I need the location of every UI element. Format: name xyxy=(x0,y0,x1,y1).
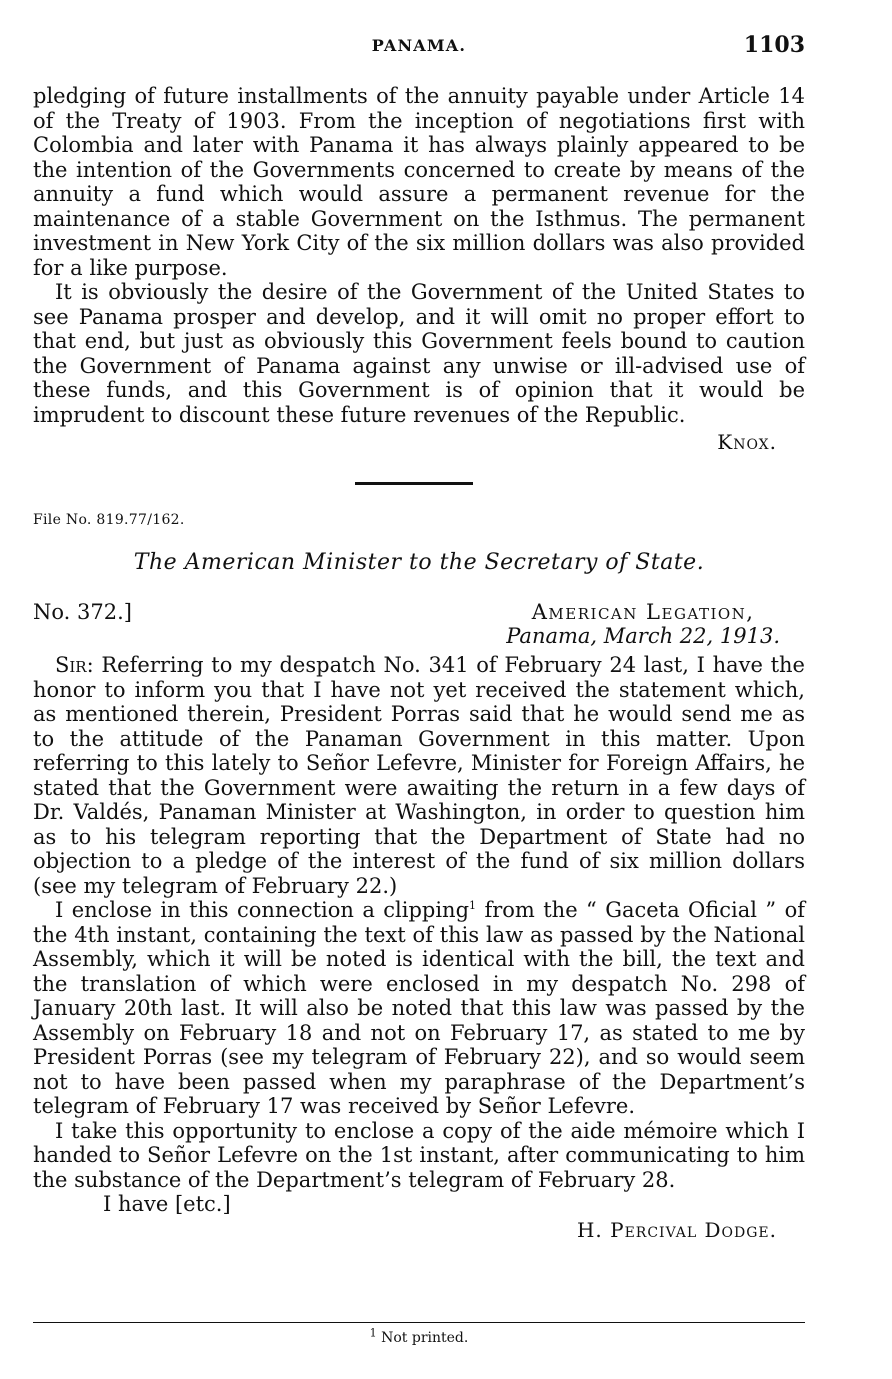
paragraph: It is obviously the desire of the Government of the United States to see Panama prosper and develop, and it will omit no proper effort to that end, but just as obviously this Government feels bound to caution the Government of Panama against any unwise or ill-advised use of these funds, and this Government is of opinion that it would be imprudent to discount these future revenues of the Republic. xyxy=(33,280,805,427)
signature-dodge: H. Percival Dodge. xyxy=(576,1218,777,1242)
despatch-place-date xyxy=(506,600,780,648)
place-date: Panama, March 22, 1913. xyxy=(506,624,780,648)
despatch-header xyxy=(33,600,805,652)
paragraph-text: Referring to my despatch No. 341 of February 24 last, I have the honor to inform you that I have not yet received the statement which, as mentioned therein, President Porras said that he would send me as to the attitude of the Panaman Government in this matter. Upon referring to this lately to Señor Lefevre, Minister for Foreign Affairs, he stated that the Government were awaiting the return in a few days of Dr. Valdés, Panaman Minister at Washington, in order to question him as to his telegram reporting that the Department of State had no objection to a pledge of the interest of the fund of six million dollars (see my telegram of February 22.) xyxy=(33,653,805,898)
section-divider xyxy=(355,482,473,485)
legation-name: American Legation, xyxy=(531,600,755,624)
closing: I have [etc.] xyxy=(103,1192,231,1216)
page-number: 1103 xyxy=(743,32,805,58)
footnote-reference: 1 xyxy=(469,899,477,912)
document-title: The American Minister to the Secretary of State. xyxy=(133,550,705,575)
footnote-mark: 1 xyxy=(369,1326,377,1340)
despatch-number: No. 372.] xyxy=(33,600,132,624)
file-number xyxy=(33,512,805,528)
signature-knox: Knox. xyxy=(717,430,777,454)
paragraph-text: I enclose in this connection a clipping xyxy=(55,898,470,922)
file-number-text: File No. 819.77/162. xyxy=(33,512,185,528)
running-title: PANAMA. xyxy=(371,36,467,55)
paragraph: pledging of future installments of the annuity payable under Article 14 of the Treaty of 1903. From the inception of negotiations first with Colombia and later with Panama it has always plainly appeared to be the intention of the Governments concerned to create by means of the annuity a fund which would assure a permanent revenue for the maintenance of a stable Government on the Isthmus. The permanent investment in New York City of the six million dollars was also provided for a like purpose. xyxy=(33,84,805,280)
footnote-text: Not printed. xyxy=(381,1330,469,1346)
paragraph xyxy=(33,898,805,1119)
paragraph xyxy=(33,653,805,898)
footnote-divider xyxy=(33,1322,805,1323)
paragraph: I take this opportunity to enclose a copy of the aide mémoire which I handed to Señor Lefevre on the 1st instant, after communicating to him the substance of the Department’s telegram of February 28. xyxy=(33,1118,805,1192)
document-heading xyxy=(33,550,805,575)
footnote xyxy=(33,1326,805,1346)
page-header xyxy=(33,32,805,62)
salutation: Sir: xyxy=(55,653,94,677)
despatch-body xyxy=(33,653,805,1242)
paragraph-text: from the “ Gaceta Oficial ” of the 4th instant, containing the text of this law as passed by the National Assembly, which it will be noted is identical with the bill, the text and the translation of which were enclosed in my despatch No. 298 of January 20th last. It will also be noted that this law was passed by the Assembly on February 18 and not on February 17, as stated to me by President Porras (see my telegram of February 22), and so would seem not to have been passed when my paraphrase of the Department’s telegram of February 17 was received by Señor Lefevre. xyxy=(33,898,805,1118)
top-text-block xyxy=(33,84,805,454)
